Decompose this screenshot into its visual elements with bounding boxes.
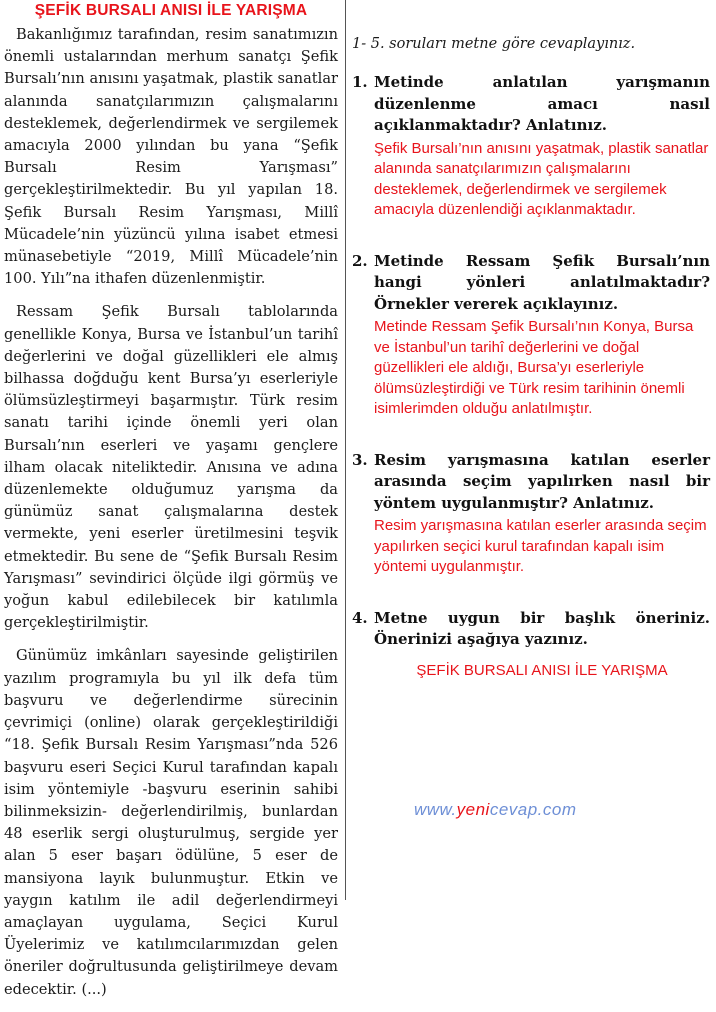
question-text: Metinde anlatılan yarışmanın düzenlenme amacı nasıl açıklanmaktadır? Anlatınız. [374,73,710,134]
answer-text: Resim yarışmasına katılan eserler arasında seçim yapılırken seçici kurul tarafından kapalı isim yöntemi uygulanmıştır. [374,517,707,575]
watermark-prefix: www. [414,800,457,819]
passage-paragraph-1: Bakanlığımız tarafından, resim sanatımızın önemli ustalarından merhum sanatçı Şefik Bursalı’nın anısını yaşatmak, plastik sanatlar alanında sanatçılarımızın çalışmalarını desteklemek, değerlendirmek ve sergilemek amacıyla 2000 yılından bu yana “Şefik Bursalı Resim Yarışması” gerçekleştirilmektedir. Bu yıl yapılan 18. Şefik Bursalı Resim Yarışması, Millî Mücadele’nin yüzüncü yılına isabet etmesi münasebetiyle “2019, Millî Mücadele’nin 100. Yılı”na ithafen düzenlenmiştir. [4,26,338,288]
question-number: 3. [352,450,368,469]
question-number: 4. [352,608,368,627]
question-3 [352,450,710,578]
question-text: Metne uygun bir başlık öneriniz. Önerinizi aşağıya yazınız. [374,608,710,648]
question-number: 1. [352,73,368,91]
question-1 [352,72,710,221]
question-text: Resim yarışmasına katılan eserler arasında seçim yapılırken nasıl bir yöntem uygulanmıştır? Anlatınız. [374,450,710,512]
question-4 [352,608,710,682]
question-number: 2. [352,251,368,270]
answer-text: Metinde Ressam Şefik Bursalı’nın Konya, Bursa ve İstanbul’un tarihî değerlerini ve doğal güzellikleri ele aldığı, Bursa’yı eserleriyle ölümsüzleştirdiği ve Türk resim tarihinin önemli isimlerimden olduğu anlatılmıştır. [374,318,694,417]
column-divider [345,0,346,900]
instruction-text: 1- 5. soruları metne göre cevaplayınız. [352,36,636,52]
site-watermark [414,800,577,820]
question-text: Metinde Ressam Şefik Bursalı’nın hangi yönleri anlatılmaktadır? Örnekler vererek açıklayınız. [374,251,710,313]
answer-text: ŞEFİK BURSALI ANISI İLE YARIŞMA [416,661,668,679]
watermark-suffix: cevap.com [489,800,577,819]
passage-paragraph-2: Ressam Şefik Bursalı tablolarında genellikle Konya, Bursa ve İstanbul’un tarihî değerlerini ve doğal güzellikleri ele almış bilhassa doğduğu kent Bursa’yı eserleriyle ölümsüzleştirmeyi başarmıştır. Türk resim sanatı tarihi içinde önemli yeri olan Bursalı’nın eserleri ve yaşamı gençlere ilham olacak niteliktedir. Anısına ve adına düzenlemekte olduğumuz yarışma da günümüz sanat çalışmalarına destek vermekte, yeni eserler üretilmesini teşvik etmektedir. Bu sene de “Şefik Bursalı Resim Yarışması” sevindirici ölçüde ilgi görmüş ve yoğun kabul edilebilecek bir katılımla gerçekleştirilmiştir. [4,303,338,632]
question-2 [352,251,710,420]
passage-title: ŞEFİK BURSALI ANISI İLE YARIŞMA [34,2,308,19]
answer-text: Şefik Bursalı’nın anısını yaşatmak, plastik sanatlar alanında sanatçılarımızın çalışmalarını desteklemek, değerlendirmek ve sergilemek amacıyla düzenlendiği açıklanmaktadır. [374,139,709,218]
reading-column [4,2,338,1012]
questions-column [352,36,710,681]
watermark-highlight: yeni [456,800,490,819]
passage-paragraph-3: Günümüz imkânları sayesinde geliştirilen yazılım programıyla bu yıl ilk defa tüm başvuru ve değerlendirme sürecinin çevrimiçi (online) olarak gerçekleştirildiği “18. Şefik Bursalı Resim Yarışması”nda 526 başvuru eseri Seçici Kurul tarafından kapalı isim yöntemiyle -başvuru eserinin sahibi bilinmeksizin- değerlendirilmiş, bunlardan 48 eserlik sergi oluşturulmuş, sergide yer alan 5 eser başarı ödülüne, 5 eser de mansiyona layık bulunmuştur. Etkin ve yaygın katılım ile adil değerlendirmeyi amaçlayan uygulama, Seçici Kurul Üyelerimiz ve katılımcılarımızdan gelen öneriler doğrultusunda geliştirilmeye devam edecektir. (...) [4,647,338,998]
